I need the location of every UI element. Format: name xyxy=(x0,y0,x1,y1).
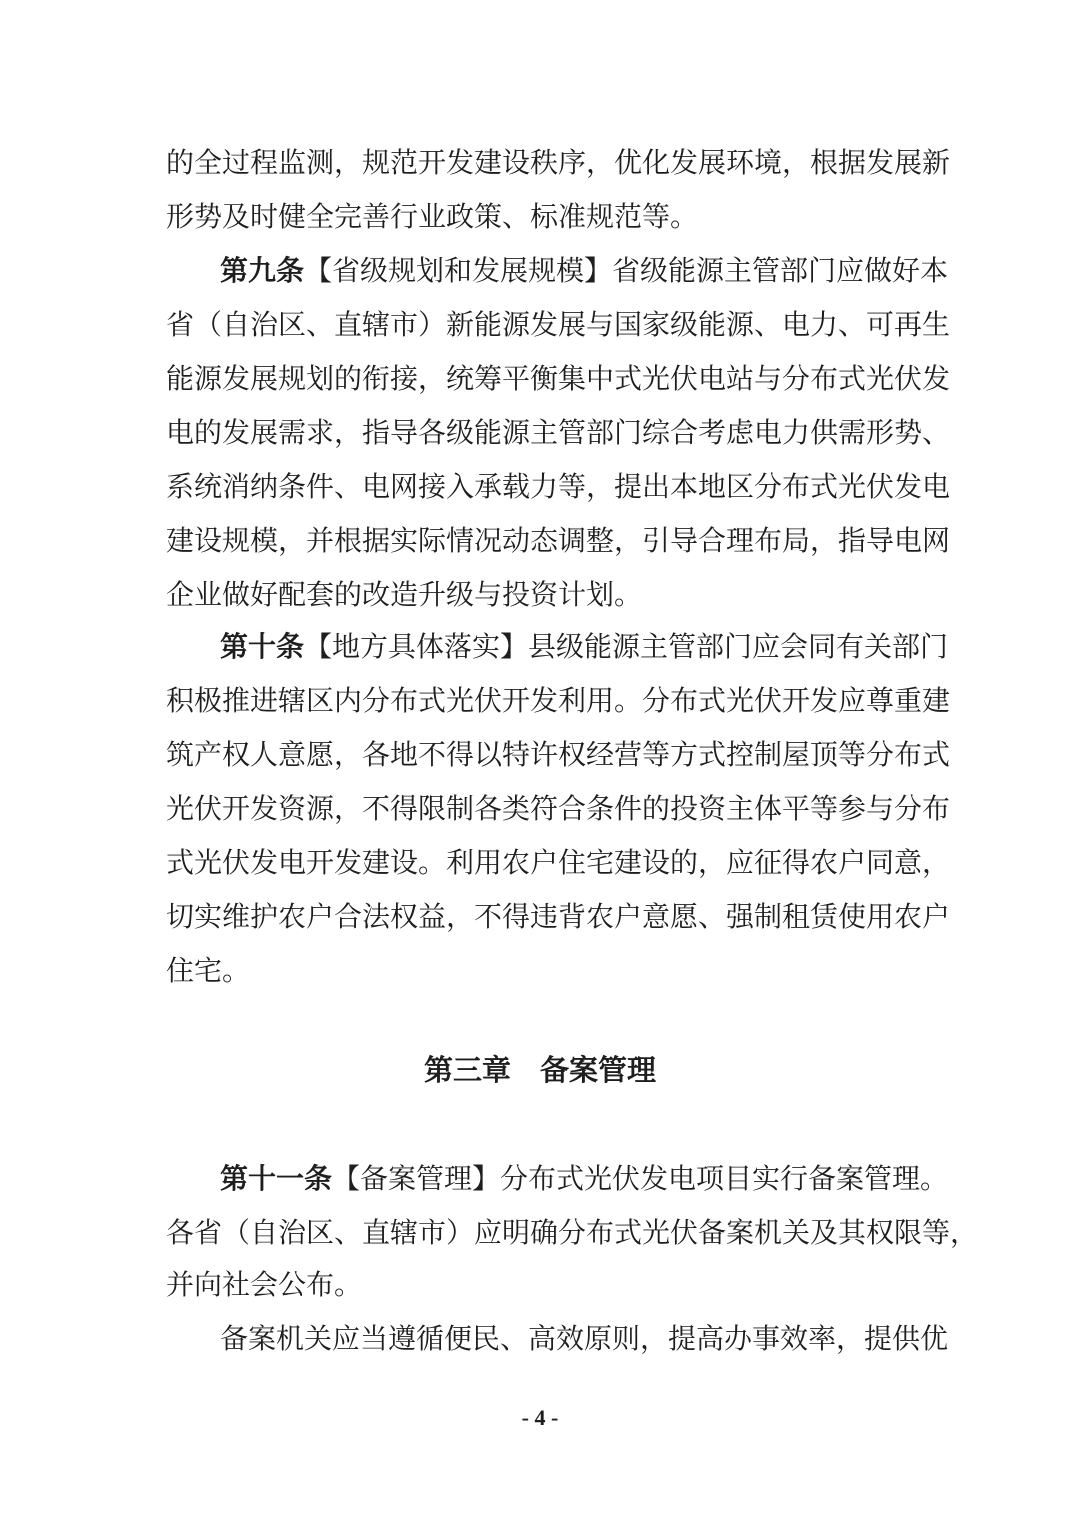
para-line: 电的发展需求，指导各级能源主管部门综合考虑电力供需形势、 xyxy=(166,416,951,449)
para-line: 并向社会公布。 xyxy=(166,1268,363,1301)
article-heading: 第九条 xyxy=(220,254,305,287)
para-line: 备案机关应当遵循便民、高效原则，提高办事效率，提供优 xyxy=(220,1322,949,1355)
article-text: 【省级规划和发展规模】省级能源主管部门应做好本 xyxy=(304,254,949,287)
page-number: - 4 - xyxy=(521,1405,559,1430)
para-line: 系统消纳条件、电网接入承载力等，提出本地区分布式光伏发电 xyxy=(166,470,951,503)
para-line: 各省（自治区、直辖市）应明确分布式光伏备案机关及其权限等， xyxy=(166,1216,979,1249)
article-10-first-line xyxy=(220,620,949,674)
para-line: 住宅。 xyxy=(166,954,251,987)
para-line: 省（自治区、直辖市）新能源发展与国家级能源、电力、可再生 xyxy=(166,308,951,341)
para-line: 积极推进辖区内分布式光伏开发利用。分布式光伏开发应尊重建 xyxy=(166,684,951,717)
para-line: 能源发展规划的衔接，统筹平衡集中式光伏电站与分布式光伏发 xyxy=(166,362,951,395)
para-line: 光伏开发资源，不得限制各类符合条件的投资主体平等参与分布 xyxy=(166,792,951,825)
article-text: 【备案管理】分布式光伏发电项目实行备案管理。 xyxy=(332,1162,949,1195)
chapter-title: 第三章 备案管理 xyxy=(423,1053,656,1087)
para-line: 切实维护农户合法权益，不得违背农户意愿、强制租赁使用农户 xyxy=(166,900,951,933)
para-line: 企业做好配套的改造升级与投资计划。 xyxy=(166,578,643,611)
article-9-first-line xyxy=(220,244,949,298)
para-line: 形势及时健全完善行业政策、标准规范等。 xyxy=(166,200,699,233)
para-line: 建设规模，并根据实际情况动态调整，引导合理布局，指导电网 xyxy=(166,524,951,557)
article-text: 【地方具体落实】县级能源主管部门应会同有关部门 xyxy=(304,630,949,663)
para-line: 式光伏发电开发建设。利用农户住宅建设的，应征得农户同意， xyxy=(166,846,951,879)
para-line: 筑产权人意愿，各地不得以特许权经营等方式控制屋顶等分布式 xyxy=(166,738,951,771)
para-line: 的全过程监测，规范开发建设秩序，优化发展环境，根据发展新 xyxy=(166,146,951,179)
article-11-first-line xyxy=(220,1152,949,1206)
article-heading: 第十条 xyxy=(220,630,305,663)
article-heading: 第十一条 xyxy=(220,1162,333,1195)
